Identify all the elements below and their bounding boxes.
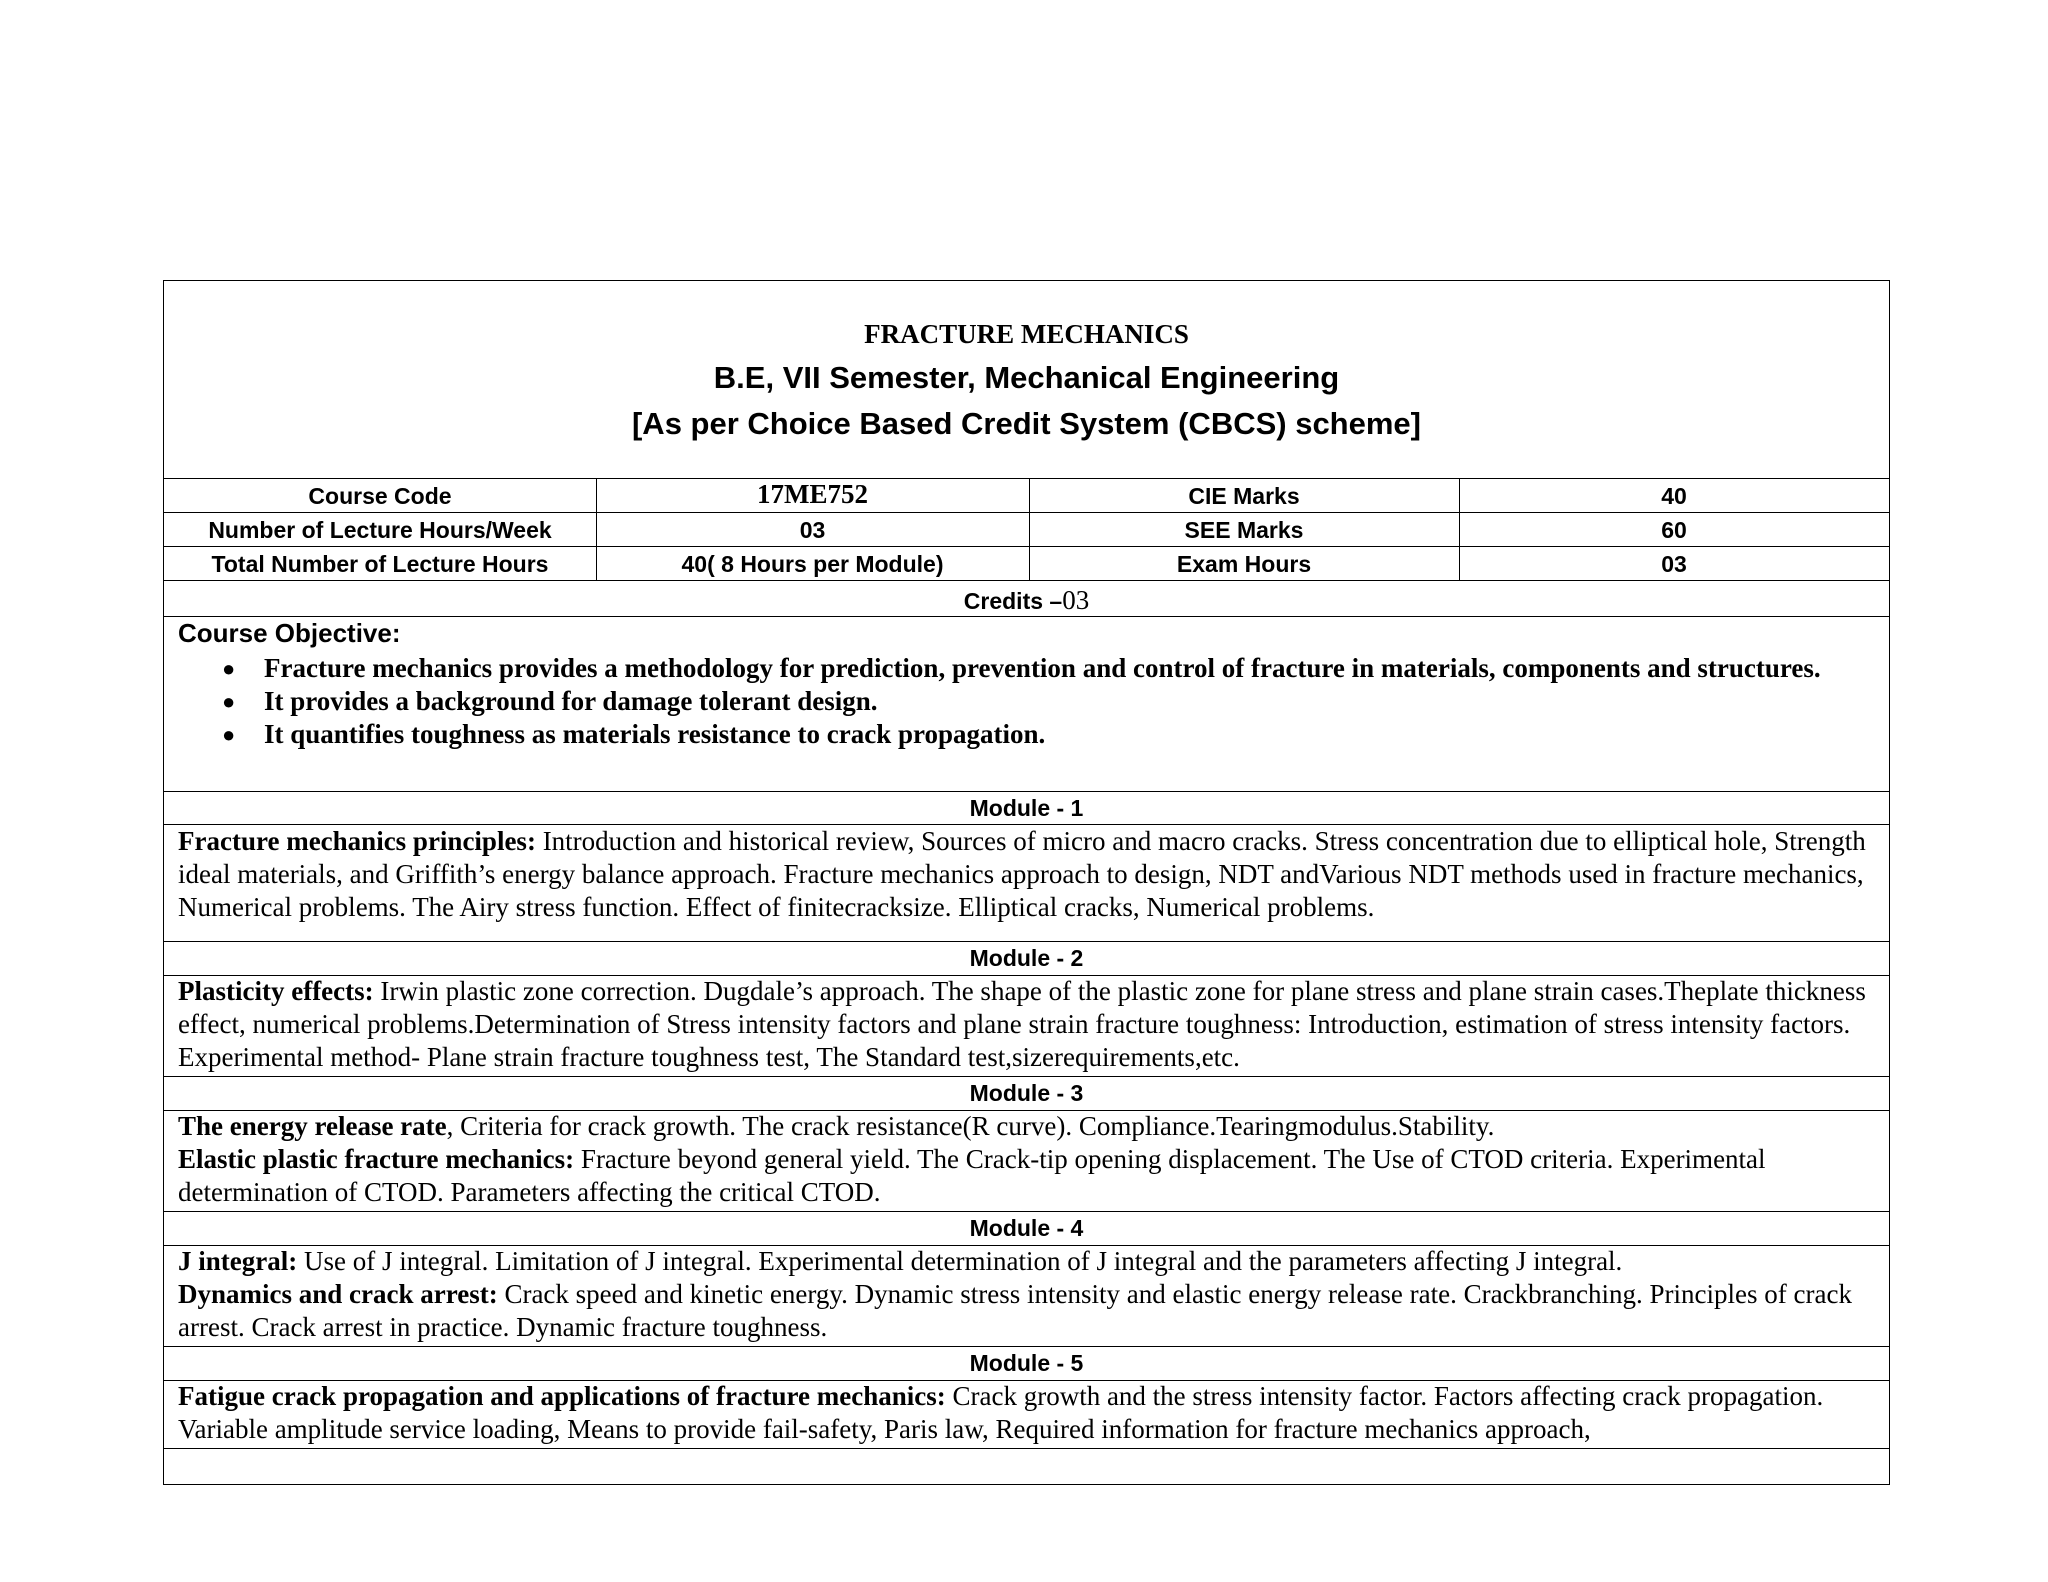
module-text: Irwin plastic zone correction. Dugdale’s approach. The shape of the plastic zone for plane stress and plane strain cases.Theplate thickness effect, numerical problems.Determination of Stress intensity factors and plane strain fracture toughness: Introduction, estimation of stress intensity factors. Experimental method- Plane strain fracture toughness test, The Standard test,sizerequirements,etc. — [178, 976, 1866, 1072]
module-paragraph — [178, 1143, 1883, 1209]
module-text: Use of J integral. Limitation of J integral. Experimental determination of J integral and the parameters affecting J integral. — [297, 1246, 1623, 1276]
program-line: B.E, VII Semester, Mechanical Engineering — [713, 360, 1340, 395]
bullet-icon: ● — [222, 689, 236, 714]
list-item — [222, 685, 1864, 718]
see-marks-label: SEE Marks — [1184, 517, 1304, 543]
module-4-body — [178, 1245, 1883, 1344]
bullet-icon: ● — [222, 656, 236, 681]
objective-heading: Course Objective: — [178, 618, 401, 648]
credits-label: Credits – — [963, 588, 1063, 614]
objective-text: It provides a background for damage tolerant design. — [264, 686, 878, 716]
module-3-body — [178, 1110, 1883, 1209]
module-2-heading: Module - 2 — [969, 945, 1084, 971]
module-1-body — [178, 825, 1883, 924]
module-lead: Dynamics and crack arrest: — [178, 1279, 498, 1309]
see-marks-value: 60 — [1661, 517, 1687, 543]
module-lead: Fatigue crack propagation and applications of fracture mechanics: — [178, 1381, 946, 1411]
objective-text: It quantifies toughness as materials resistance to crack propagation. — [264, 719, 1046, 749]
module-paragraph — [178, 1245, 1883, 1278]
module-text: Crack speed and kinetic energy. Dynamic stress intensity and elastic energy release rate. Crackbranching. Principles of crack arrest. Crack arrest in practice. Dynamic fracture toughness. — [178, 1279, 1852, 1342]
scheme-line: [As per Choice Based Credit System (CBCS) scheme] — [631, 406, 1421, 441]
module-text: , Criteria for crack growth. The crack resistance(R curve). Compliance.Tearingmodulus.Stability. — [446, 1111, 1495, 1141]
total-lecture-hours-label: Total Number of Lecture Hours — [211, 551, 549, 577]
total-lecture-hours-value: 40( 8 Hours per Module) — [681, 551, 944, 577]
module-5-body — [178, 1380, 1883, 1446]
module-text: Introduction and historical review, Sources of micro and macro cracks. Stress concentration due to elliptical hole, Strength ideal materials, and Griffith’s energy balance approach. Fracture mechanics approach to design, NDT andVarious NDT methods used in fracture mechanics, Numerical problems. The Airy stress function. Effect of finitecracksize. Elliptical cracks, Numerical problems. — [178, 826, 1866, 922]
module-2-body — [178, 975, 1883, 1074]
lecture-hours-week-label: Number of Lecture Hours/Week — [208, 517, 552, 543]
lecture-hours-week-value: 03 — [799, 517, 826, 543]
exam-hours-label: Exam Hours — [1176, 551, 1312, 577]
module-lead: Elastic plastic fracture mechanics: — [178, 1144, 575, 1174]
objective-text: Fracture mechanics provides a methodology for prediction, prevention and control of fracture in materials, components and structures. — [264, 653, 1821, 683]
list-item — [222, 718, 1864, 751]
course-code-label: Course Code — [308, 483, 452, 509]
module-paragraph — [178, 1110, 1883, 1143]
module-5-heading: Module - 5 — [969, 1350, 1084, 1376]
module-1-heading: Module - 1 — [969, 795, 1084, 821]
cie-marks-label: CIE Marks — [1188, 483, 1300, 509]
exam-hours-value: 03 — [1661, 551, 1687, 577]
module-4-heading: Module - 4 — [969, 1215, 1084, 1241]
cie-marks-value: 40 — [1661, 483, 1687, 509]
module-paragraph — [178, 1278, 1883, 1344]
module-text: Fracture beyond general yield. The Crack-tip opening displacement. The Use of CTOD criteria. Experimental determination of CTOD. Parameters affecting the critical CTOD. — [178, 1144, 1766, 1207]
syllabus-table — [163, 280, 1890, 1485]
module-lead: J integral: — [178, 1246, 298, 1276]
module-paragraph — [178, 825, 1883, 924]
module-lead: Plasticity effects: — [178, 976, 374, 1006]
module-lead: Fracture mechanics principles: — [178, 826, 536, 856]
rule — [164, 1448, 1889, 1449]
course-title: FRACTURE MECHANICS — [864, 319, 1189, 349]
module-paragraph — [178, 975, 1883, 1074]
credits-value: 03 — [1062, 585, 1090, 615]
course-code-value: 17ME752 — [757, 479, 868, 509]
module-paragraph — [178, 1380, 1883, 1446]
module-text: Crack growth and the stress intensity factor. Factors affecting crack propagation. Variable amplitude service loading, Means to provide fail-safety, Paris law, Required information for fracture mechanics approach, — [178, 1381, 1824, 1444]
module-3-heading: Module - 3 — [969, 1080, 1084, 1106]
credits-row — [164, 583, 1889, 619]
objective-list — [222, 652, 1864, 751]
list-item — [222, 652, 1864, 685]
bullet-icon: ● — [222, 722, 236, 747]
module-lead: The energy release rate — [178, 1111, 447, 1141]
